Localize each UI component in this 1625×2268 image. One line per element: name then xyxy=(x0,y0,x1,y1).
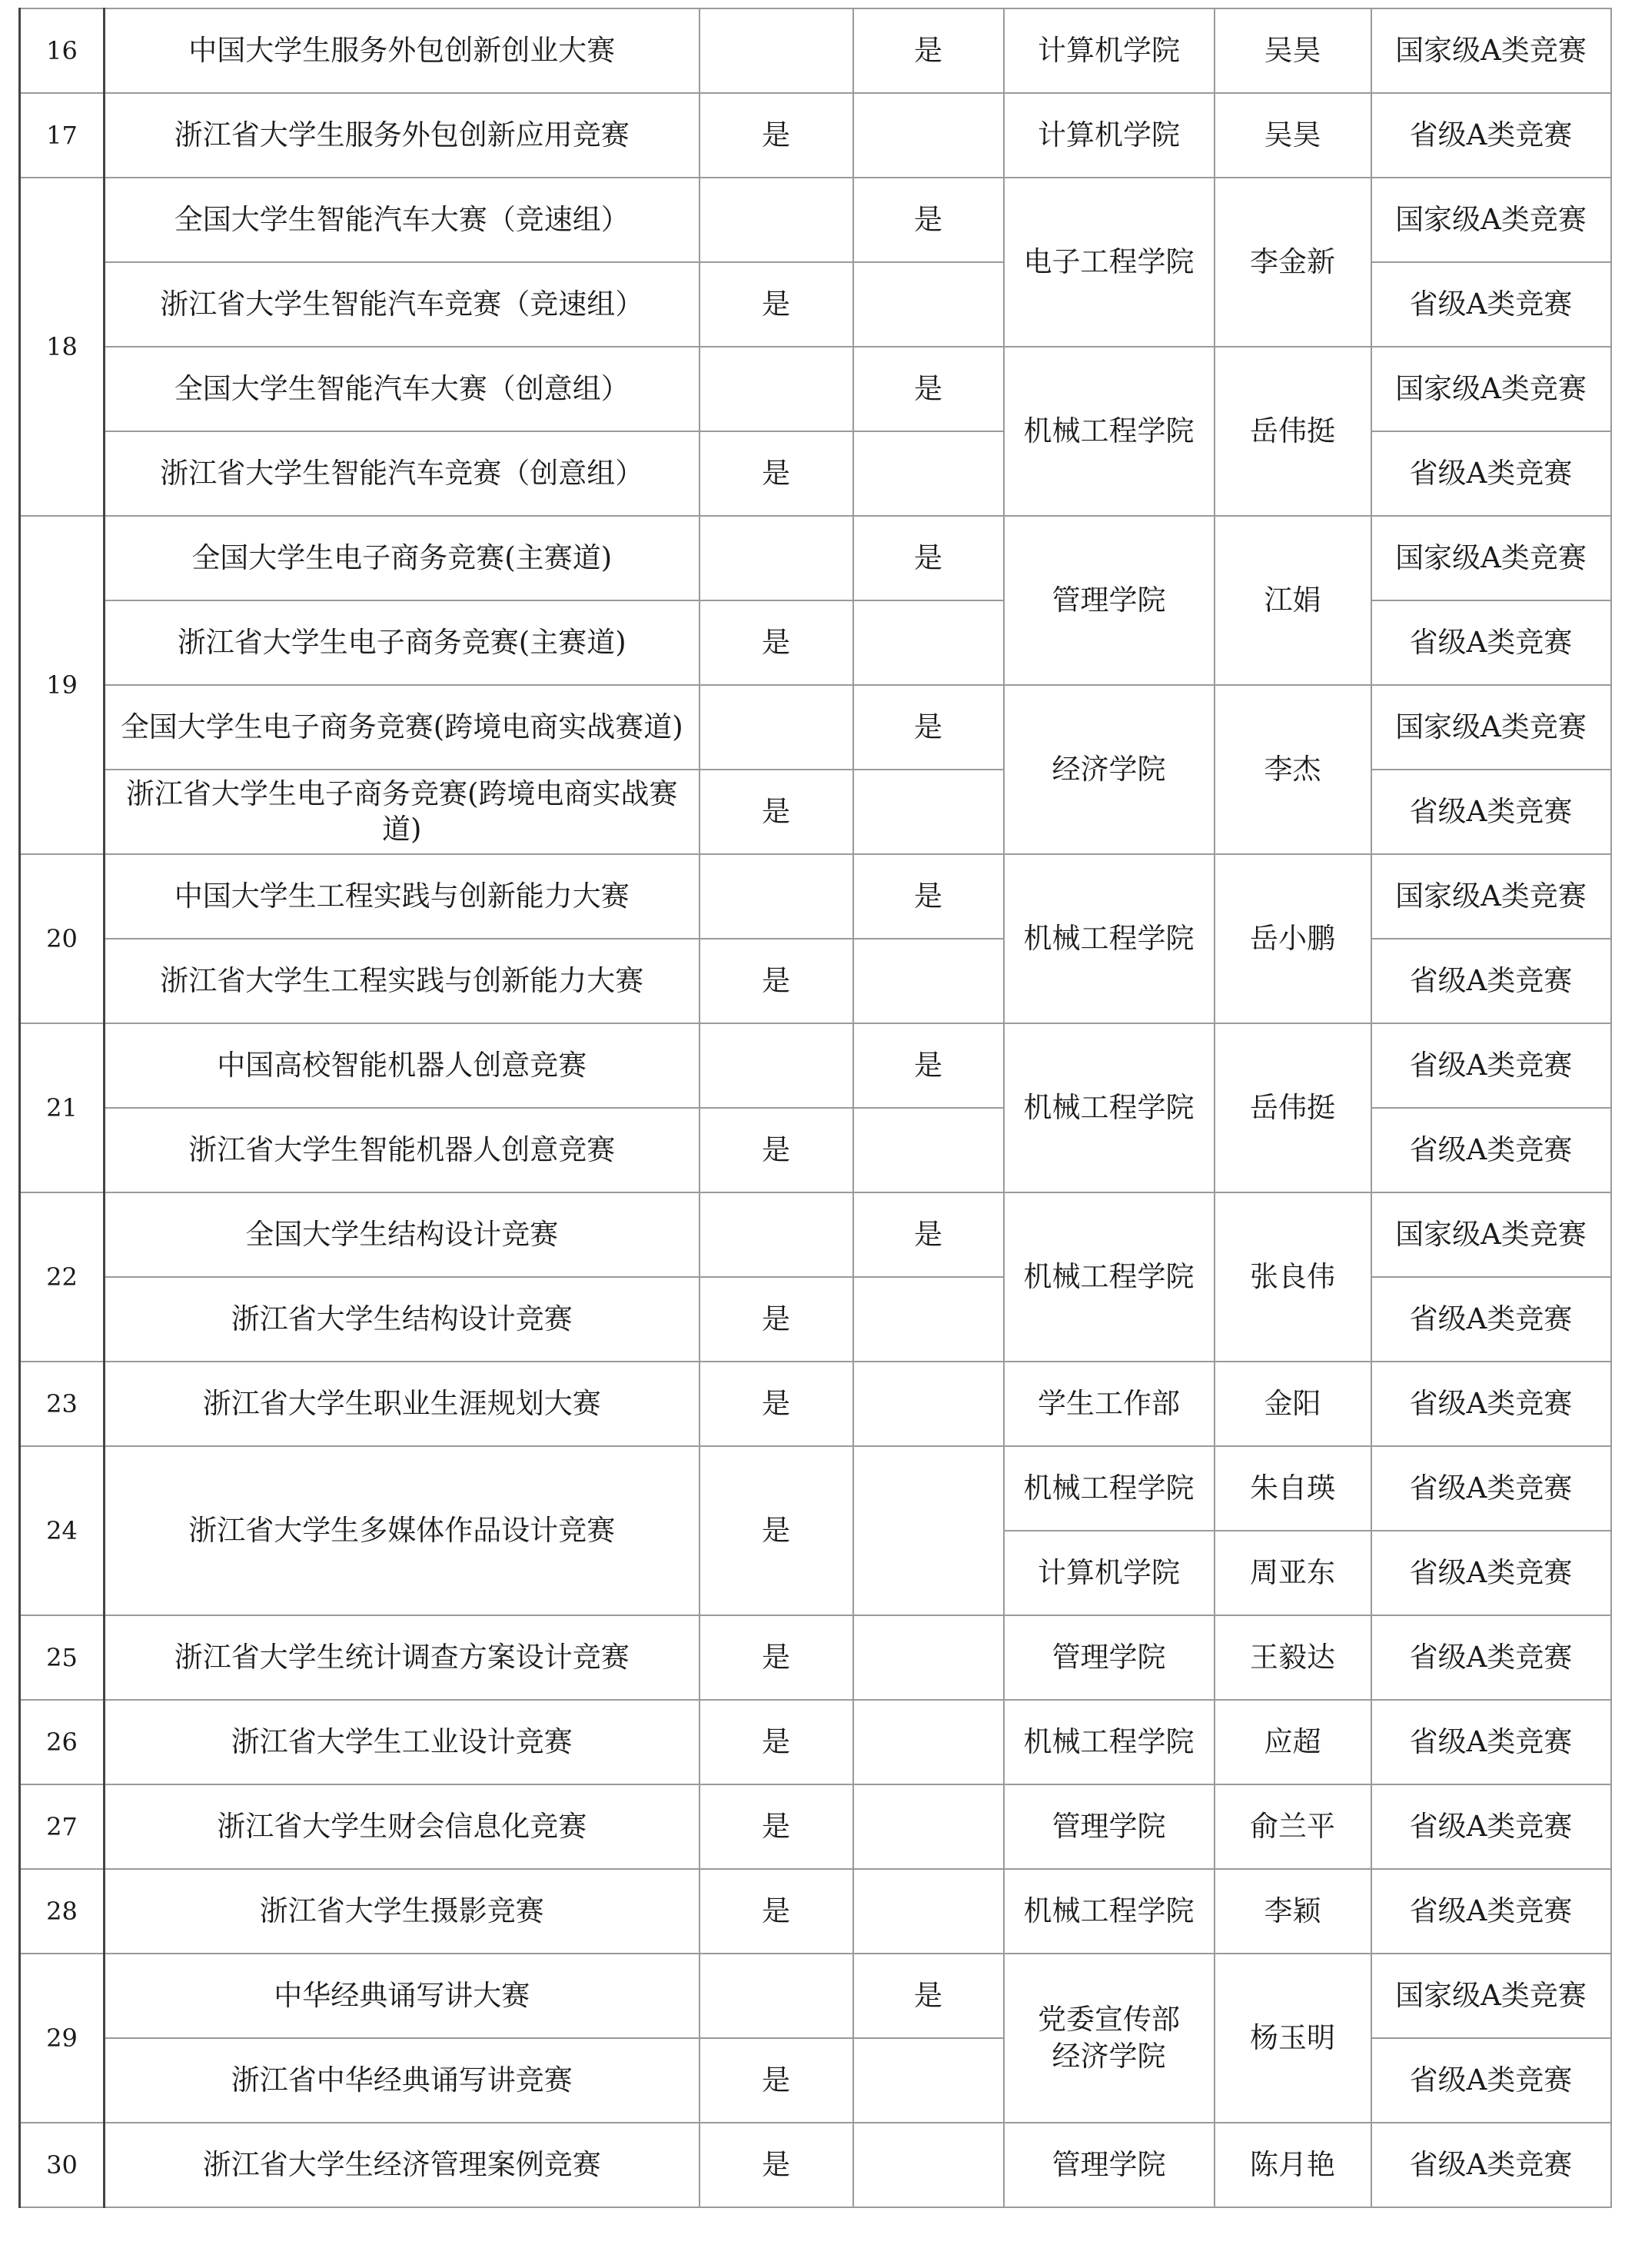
national-mark: 是 xyxy=(853,1954,1004,2038)
competition-name: 浙江省大学生智能机器人创意竞赛 xyxy=(105,1108,700,1192)
competition-level: 国家级A类竞赛 xyxy=(1371,516,1611,600)
row-number: 19 xyxy=(20,516,105,854)
competition-name: 浙江省大学生结构设计竞赛 xyxy=(105,1277,700,1362)
row-number: 23 xyxy=(20,1362,105,1446)
national-mark xyxy=(853,1869,1004,1954)
national-mark xyxy=(853,1108,1004,1192)
table-row xyxy=(20,1446,1611,1531)
row-number: 22 xyxy=(20,1192,105,1362)
table-row xyxy=(20,1700,1611,1784)
college-name: 机械工程学院 xyxy=(1004,1446,1215,1531)
person-name: 张良伟 xyxy=(1215,1192,1371,1362)
college-name: 管理学院 xyxy=(1004,1784,1215,1869)
national-mark xyxy=(853,262,1004,347)
competition-level: 省级A类竞赛 xyxy=(1371,600,1611,685)
national-mark xyxy=(853,1700,1004,1784)
competition-level: 省级A类竞赛 xyxy=(1371,1108,1611,1192)
table-row xyxy=(20,854,1611,939)
provincial-mark: 是 xyxy=(700,1362,853,1446)
national-mark xyxy=(853,431,1004,516)
national-mark xyxy=(853,770,1004,854)
provincial-mark: 是 xyxy=(700,2123,853,2207)
competition-level: 省级A类竞赛 xyxy=(1371,431,1611,516)
provincial-mark: 是 xyxy=(700,939,853,1023)
row-number: 26 xyxy=(20,1700,105,1784)
national-mark xyxy=(853,939,1004,1023)
national-mark: 是 xyxy=(853,347,1004,431)
college-name: 机械工程学院 xyxy=(1004,1700,1215,1784)
competition-table xyxy=(18,8,1612,2208)
person-name: 金阳 xyxy=(1215,1362,1371,1446)
person-name: 李杰 xyxy=(1215,685,1371,854)
table-row xyxy=(20,1023,1611,1108)
competition-name: 浙江省大学生智能汽车竞赛（竞速组） xyxy=(105,262,700,347)
college-name: 机械工程学院 xyxy=(1004,347,1215,516)
competition-level: 省级A类竞赛 xyxy=(1371,1784,1611,1869)
national-mark: 是 xyxy=(853,516,1004,600)
table-row xyxy=(20,770,1611,854)
row-number: 17 xyxy=(20,93,105,178)
provincial-mark xyxy=(700,347,853,431)
competition-name: 浙江省大学生工程实践与创新能力大赛 xyxy=(105,939,700,1023)
national-mark xyxy=(853,1784,1004,1869)
college-name: 管理学院 xyxy=(1004,1615,1215,1700)
competition-level: 省级A类竞赛 xyxy=(1371,939,1611,1023)
national-mark: 是 xyxy=(853,685,1004,770)
person-name: 应超 xyxy=(1215,1700,1371,1784)
provincial-mark xyxy=(700,1023,853,1108)
provincial-mark: 是 xyxy=(700,93,853,178)
national-mark xyxy=(853,1362,1004,1446)
provincial-mark: 是 xyxy=(700,1784,853,1869)
table-row xyxy=(20,685,1611,770)
provincial-mark: 是 xyxy=(700,1700,853,1784)
table-row xyxy=(20,2123,1611,2207)
college-name: 管理学院 xyxy=(1004,2123,1215,2207)
table-row xyxy=(20,8,1611,93)
provincial-mark: 是 xyxy=(700,431,853,516)
person-name: 吴昊 xyxy=(1215,93,1371,178)
table-row xyxy=(20,1108,1611,1192)
college-name: 管理学院 xyxy=(1004,516,1215,685)
competition-name: 浙江省大学生电子商务竞赛(跨境电商实战赛道) xyxy=(105,770,700,854)
provincial-mark xyxy=(700,178,853,262)
person-name: 吴昊 xyxy=(1215,8,1371,93)
college-name: 机械工程学院 xyxy=(1004,854,1215,1023)
college-name: 党委宣传部 经济学院 xyxy=(1004,1954,1215,2123)
competition-level: 省级A类竞赛 xyxy=(1371,1869,1611,1954)
table-row xyxy=(20,2038,1611,2123)
table-row xyxy=(20,1954,1611,2038)
table-row xyxy=(20,1277,1611,1362)
national-mark: 是 xyxy=(853,8,1004,93)
provincial-mark: 是 xyxy=(700,1869,853,1954)
provincial-mark xyxy=(700,1954,853,2038)
provincial-mark xyxy=(700,516,853,600)
college-name: 计算机学院 xyxy=(1004,1531,1215,1615)
competition-name: 中华经典诵写讲大赛 xyxy=(105,1954,700,2038)
provincial-mark: 是 xyxy=(700,262,853,347)
competition-level: 国家级A类竞赛 xyxy=(1371,854,1611,939)
person-name: 朱自瑛 xyxy=(1215,1446,1371,1531)
college-name: 机械工程学院 xyxy=(1004,1023,1215,1192)
table-row xyxy=(20,516,1611,600)
national-mark xyxy=(853,1615,1004,1700)
competition-level: 国家级A类竞赛 xyxy=(1371,347,1611,431)
college-name: 学生工作部 xyxy=(1004,1362,1215,1446)
competition-name: 全国大学生电子商务竞赛(主赛道) xyxy=(105,516,700,600)
competition-name: 浙江省大学生多媒体作品设计竞赛 xyxy=(105,1446,700,1615)
college-name: 机械工程学院 xyxy=(1004,1869,1215,1954)
competition-name: 浙江省中华经典诵写讲竞赛 xyxy=(105,2038,700,2123)
provincial-mark xyxy=(700,8,853,93)
person-name: 王毅达 xyxy=(1215,1615,1371,1700)
table-row xyxy=(20,1784,1611,1869)
person-name: 江娟 xyxy=(1215,516,1371,685)
college-name: 电子工程学院 xyxy=(1004,178,1215,347)
row-number: 20 xyxy=(20,854,105,1023)
competition-level: 省级A类竞赛 xyxy=(1371,1531,1611,1615)
table-row xyxy=(20,1869,1611,1954)
competition-level: 国家级A类竞赛 xyxy=(1371,1954,1611,2038)
competition-level: 省级A类竞赛 xyxy=(1371,1362,1611,1446)
row-number: 21 xyxy=(20,1023,105,1192)
row-number: 30 xyxy=(20,2123,105,2207)
competition-level: 省级A类竞赛 xyxy=(1371,1615,1611,1700)
provincial-mark: 是 xyxy=(700,770,853,854)
provincial-mark xyxy=(700,854,853,939)
table-row xyxy=(20,93,1611,178)
competition-name: 浙江省大学生统计调查方案设计竞赛 xyxy=(105,1615,700,1700)
provincial-mark: 是 xyxy=(700,600,853,685)
table-row xyxy=(20,347,1611,431)
competition-name: 全国大学生智能汽车大赛（竞速组） xyxy=(105,178,700,262)
table-row xyxy=(20,1362,1611,1446)
row-number: 16 xyxy=(20,8,105,93)
row-number: 29 xyxy=(20,1954,105,2123)
person-name: 李金新 xyxy=(1215,178,1371,347)
competition-name: 浙江省大学生摄影竞赛 xyxy=(105,1869,700,1954)
competition-level: 国家级A类竞赛 xyxy=(1371,685,1611,770)
table-row xyxy=(20,1615,1611,1700)
table-row xyxy=(20,262,1611,347)
table-row xyxy=(20,939,1611,1023)
person-name: 岳小鹏 xyxy=(1215,854,1371,1023)
competition-level: 省级A类竞赛 xyxy=(1371,1277,1611,1362)
provincial-mark: 是 xyxy=(700,1615,853,1700)
competition-level: 省级A类竞赛 xyxy=(1371,1023,1611,1108)
competition-level: 省级A类竞赛 xyxy=(1371,1446,1611,1531)
provincial-mark: 是 xyxy=(700,1108,853,1192)
table-row xyxy=(20,1192,1611,1277)
row-number: 24 xyxy=(20,1446,105,1615)
national-mark xyxy=(853,2038,1004,2123)
national-mark xyxy=(853,1277,1004,1362)
provincial-mark xyxy=(700,1192,853,1277)
national-mark: 是 xyxy=(853,1192,1004,1277)
college-name: 计算机学院 xyxy=(1004,8,1215,93)
competition-level: 省级A类竞赛 xyxy=(1371,1700,1611,1784)
competition-level: 国家级A类竞赛 xyxy=(1371,1192,1611,1277)
competition-name: 浙江省大学生电子商务竞赛(主赛道) xyxy=(105,600,700,685)
national-mark xyxy=(853,1446,1004,1615)
competition-name: 浙江省大学生服务外包创新应用竞赛 xyxy=(105,93,700,178)
person-name: 李颖 xyxy=(1215,1869,1371,1954)
competition-level: 省级A类竞赛 xyxy=(1371,770,1611,854)
competition-level: 省级A类竞赛 xyxy=(1371,2123,1611,2207)
competition-level: 国家级A类竞赛 xyxy=(1371,178,1611,262)
person-name: 岳伟挺 xyxy=(1215,347,1371,516)
table-row xyxy=(20,178,1611,262)
college-name: 计算机学院 xyxy=(1004,93,1215,178)
national-mark xyxy=(853,2123,1004,2207)
competition-name: 浙江省大学生财会信息化竞赛 xyxy=(105,1784,700,1869)
provincial-mark: 是 xyxy=(700,1277,853,1362)
provincial-mark xyxy=(700,685,853,770)
row-number: 25 xyxy=(20,1615,105,1700)
competition-name: 浙江省大学生职业生涯规划大赛 xyxy=(105,1362,700,1446)
provincial-mark: 是 xyxy=(700,1446,853,1615)
competition-name: 全国大学生智能汽车大赛（创意组） xyxy=(105,347,700,431)
national-mark: 是 xyxy=(853,854,1004,939)
table-row xyxy=(20,431,1611,516)
row-number: 18 xyxy=(20,178,105,516)
national-mark: 是 xyxy=(853,1023,1004,1108)
competition-name: 中国大学生服务外包创新创业大赛 xyxy=(105,8,700,93)
row-number: 27 xyxy=(20,1784,105,1869)
row-number: 28 xyxy=(20,1869,105,1954)
competition-name: 浙江省大学生智能汽车竞赛（创意组） xyxy=(105,431,700,516)
person-name: 杨玉明 xyxy=(1215,1954,1371,2123)
provincial-mark: 是 xyxy=(700,2038,853,2123)
competition-level: 省级A类竞赛 xyxy=(1371,262,1611,347)
person-name: 岳伟挺 xyxy=(1215,1023,1371,1192)
competition-level: 省级A类竞赛 xyxy=(1371,93,1611,178)
competition-name: 中国大学生工程实践与创新能力大赛 xyxy=(105,854,700,939)
competition-name: 全国大学生电子商务竞赛(跨境电商实战赛道) xyxy=(105,685,700,770)
national-mark xyxy=(853,600,1004,685)
national-mark xyxy=(853,93,1004,178)
person-name: 陈月艳 xyxy=(1215,2123,1371,2207)
competition-name: 浙江省大学生经济管理案例竞赛 xyxy=(105,2123,700,2207)
college-name: 机械工程学院 xyxy=(1004,1192,1215,1362)
competition-name: 中国高校智能机器人创意竞赛 xyxy=(105,1023,700,1108)
competition-name: 浙江省大学生工业设计竞赛 xyxy=(105,1700,700,1784)
competition-name: 全国大学生结构设计竞赛 xyxy=(105,1192,700,1277)
competition-level: 省级A类竞赛 xyxy=(1371,2038,1611,2123)
national-mark: 是 xyxy=(853,178,1004,262)
table-row xyxy=(20,600,1611,685)
college-name: 经济学院 xyxy=(1004,685,1215,854)
competition-level: 国家级A类竞赛 xyxy=(1371,8,1611,93)
person-name: 俞兰平 xyxy=(1215,1784,1371,1869)
person-name: 周亚东 xyxy=(1215,1531,1371,1615)
